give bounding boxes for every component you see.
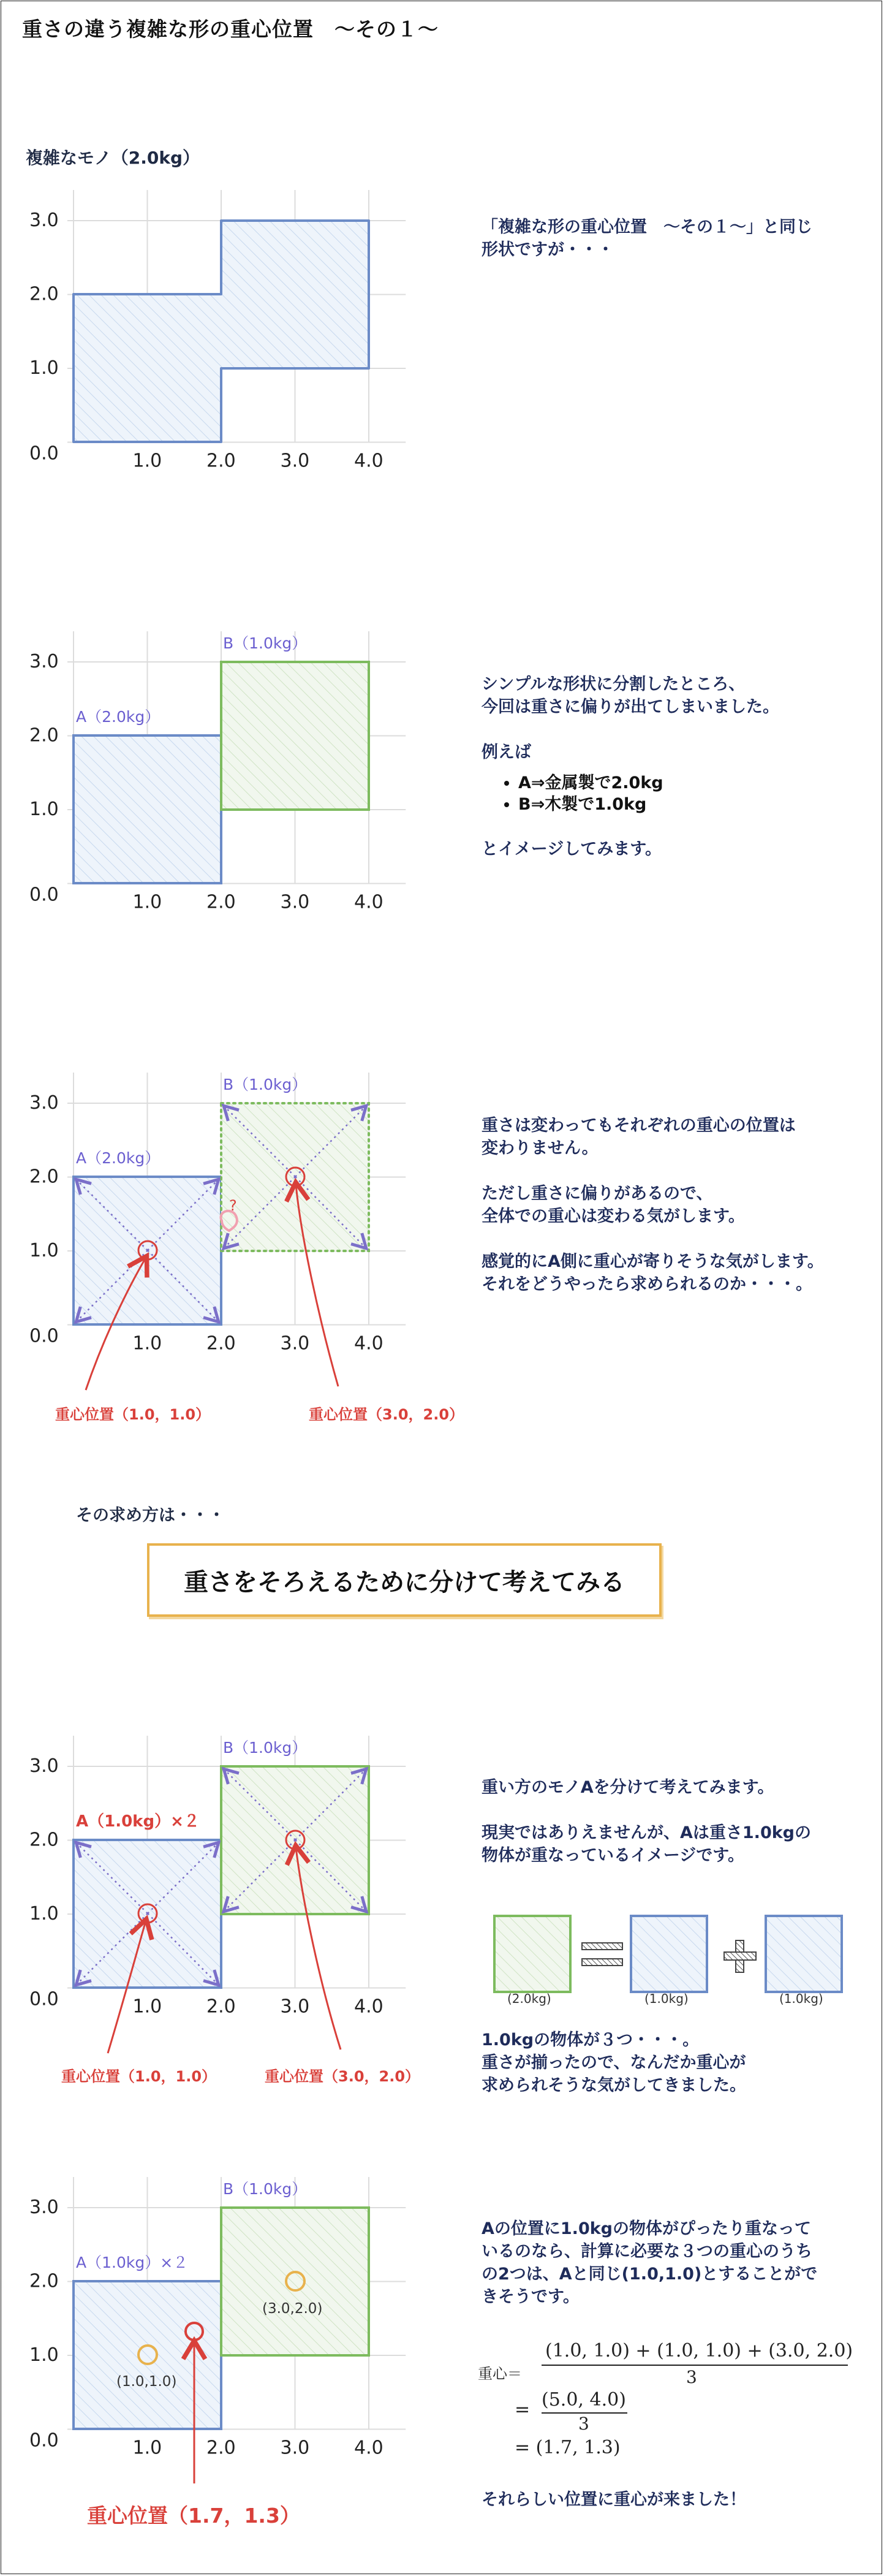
y-tick-label: 2.0 [29,283,59,305]
section5-line1: Aの位置に1.0kgの物体がぴったり重なって [482,2219,812,2238]
x-tick-label: 2.0 [206,450,236,472]
section5-line2: いるのなら、計算に必要な３つの重心のうち [482,2242,812,2261]
y-tick-label: 3.0 [29,651,59,672]
x-tick-label: 2.0 [206,2437,236,2459]
section5-text [482,2217,817,2331]
y-tick-label: 1.0 [29,2344,59,2366]
label-b: B（1.0kg） [223,2180,308,2198]
question-mark: ? [229,1197,237,1214]
x-tick-label: 3.0 [280,1996,310,2018]
x-tick-label: 2.0 [206,1332,236,1354]
formula-denominator-1: 3 [686,2367,697,2387]
point-a-label: (1.0,1.0) [116,2374,177,2390]
page-title: 重さの違う複雑な形の重心位置 ～その１～ [22,17,439,41]
y-tick-label: 0.0 [29,1988,59,2010]
x-tick-label: 4.0 [354,450,383,472]
point-b-label: (3.0,2.0) [262,2301,323,2317]
formula-denominator-2: 3 [578,2414,589,2434]
eq-label-b: (2.0kg) [507,1991,551,2006]
y-tick-label: 1.0 [29,1903,59,1924]
x-tick-label: 2.0 [206,1996,236,2018]
x-tick-label: 1.0 [132,1332,162,1354]
section5-conclusion: それらしい位置に重心が来ました！ [482,2490,746,2509]
result-label: 重心位置（1.7，1.3） [87,2504,300,2528]
section2-example: 例えば [482,743,531,762]
y-tick-label: 3.0 [29,2197,59,2218]
section4-line4: 1.0kgの物体が３つ・・・。 [482,2031,700,2050]
label-a: A（2.0kg） [76,1149,161,1167]
section3-line1: 重さは変わってもそれぞれの重心の位置は [482,1116,796,1135]
cog-a-label: 重心位置（1.0，1.0） [61,2068,217,2085]
section4-line2: 現実ではありえませんが、Aは重さ1.0kgの [482,1823,812,1842]
x-tick-label: 1.0 [132,891,162,913]
y-tick-label: 3.0 [29,210,59,231]
section2-line2: 今回は重さに偏りが出てしまいました。 [482,697,779,716]
section1-text-line2: 形状ですが・・・ [482,240,614,259]
section3-line2: 変わりません。 [482,1139,599,1158]
section5-line4: きそうです。 [482,2287,580,2306]
x-tick-label: 4.0 [354,1332,383,1354]
section1-text-line1: 「複雑な形の重心位置 ～その１～」と同じ [482,218,812,237]
section4-line5: 重さが揃ったので、なんだか重心が [482,2053,746,2072]
x-tick-label: 1.0 [132,1996,162,2018]
eq-label-a1: (1.0kg) [644,1991,689,2006]
y-tick-label: 1.0 [29,357,59,379]
material-list-item-b: • B⇒木製で1.0kg [518,794,779,815]
formula-numerator-1: (1.0, 1.0) + (1.0, 1.0) + (3.0, 2.0) [545,2340,853,2361]
x-tick-label: 1.0 [132,2437,162,2459]
section4-line1: 重い方のモノAを分けて考えてみます。 [482,1778,774,1797]
label-b: B（1.0kg） [223,1739,308,1757]
x-tick-label: 3.0 [280,891,310,913]
x-tick-label: 3.0 [280,450,310,472]
y-tick-label: 2.0 [29,1829,59,1851]
formula-lhs: 重心＝ [478,2365,522,2382]
y-tick-label: 2.0 [29,2270,59,2292]
label-a: A（1.0kg）×２ [76,2254,189,2271]
x-tick-label: 3.0 [280,1332,310,1354]
x-tick-label: 2.0 [206,891,236,913]
x-tick-label: 3.0 [280,2437,310,2459]
eq-label-a2: (1.0kg) [779,1991,823,2006]
cog-a-label: 重心位置（1.0，1.0） [55,1406,211,1423]
section4-line3: 物体が重なっているイメージです。 [482,1846,745,1865]
method-lead: その求め方は・・・ [76,1506,225,1525]
label-b: B（1.0kg） [223,634,308,652]
section3-line5: 感覚的にA側に重心が寄りそうな気がします。 [482,1252,824,1271]
section4-line6: 求められそうな気がしてきました。 [482,2076,746,2095]
formula-numerator-2: (5.0, 4.0) [542,2389,626,2411]
y-tick-label: 2.0 [29,724,59,747]
section5-line3: の2つは、Aと同じ(1.0,1.0)とすることがで [482,2265,818,2284]
section3-line4: 全体での重心は変わる気がします。 [482,1207,745,1226]
section3-line6: それをどうやったら求められるのか・・・。 [482,1275,812,1294]
cog-b-label: 重心位置（3.0，2.0） [309,1406,464,1423]
section2-imagine: とイメージしてみます。 [482,840,662,859]
y-tick-label: 1.0 [29,1240,59,1261]
y-tick-label: 0.0 [29,884,59,906]
y-tick-label: 0.0 [29,1325,59,1347]
label-a: A（1.0kg）×２ [76,1812,200,1831]
x-tick-label: 4.0 [354,2437,383,2459]
cog-formula [478,2340,858,2438]
formula-equals-2: = [515,2399,531,2420]
label-a: A（2.0kg） [76,708,161,726]
shape-b [221,2208,369,2355]
y-tick-label: 0.0 [29,443,59,465]
section1-heading: 複雑なモノ（2.0kg） [26,148,200,168]
x-tick-label: 4.0 [354,891,383,913]
x-tick-label: 4.0 [354,1996,383,2018]
y-tick-label: 3.0 [29,1755,59,1777]
key-idea-box: 重さをそろえるために分けて考えてみる [147,1543,662,1617]
y-tick-label: 1.0 [29,799,59,820]
cog-b-label: 重心位置（3.0，2.0） [265,2068,420,2085]
fraction-bar-1 [542,2365,848,2366]
y-tick-label: 0.0 [29,2430,59,2452]
y-tick-label: 3.0 [29,1092,59,1114]
section3-line3: ただし重さに偏りがあるので、 [482,1184,713,1203]
section2-line1: シンプルな形状に分割したところ、 [482,675,746,694]
shape-a [74,2281,221,2429]
y-tick-label: 2.0 [29,1166,59,1188]
label-b: B（1.0kg） [223,1076,308,1093]
material-list-item-a: • A⇒金属製で2.0kg [518,772,779,794]
x-tick-label: 1.0 [132,450,162,472]
formula-result: = (1.7, 1.3) [515,2437,621,2458]
